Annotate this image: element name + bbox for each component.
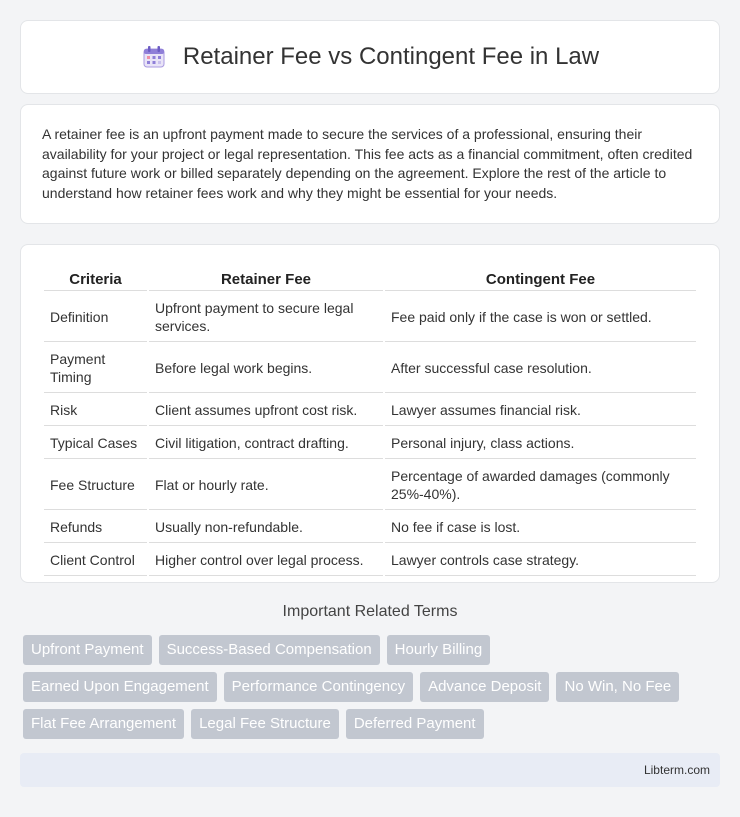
intro-card (20, 104, 720, 224)
table-row (44, 428, 696, 459)
table-cell: Payment Timing (44, 344, 147, 393)
table-cell: Client assumes upfront cost risk. (149, 395, 383, 426)
tag-flat-fee-arrangement[interactable]: Flat Fee Arrangement (23, 709, 184, 739)
column-header-contingent: Contingent Fee (385, 266, 696, 291)
table-cell: Definition (44, 293, 147, 342)
intro-paragraph: A retainer fee is an upfront payment made to secure the services of a professional, ensuring their availability for your project or legal representation. This fee acts as a financial commitment, often credited against future work or billed separately depending on the agreement. Explore the rest of the article to understand how retainer fees work and why they might be essential for your needs. (42, 126, 693, 201)
table-cell: Before legal work begins. (149, 344, 383, 393)
table-cell: No fee if case is lost. (385, 512, 696, 543)
related-terms-tags (23, 635, 723, 746)
table-row (44, 461, 696, 510)
tag-row (23, 709, 723, 739)
table-cell: Upfront payment to secure legal services. (149, 293, 383, 342)
title-card (20, 20, 720, 94)
comparison-table (42, 264, 698, 578)
tag-row (23, 672, 723, 702)
column-header-retainer: Retainer Fee (149, 266, 383, 291)
table-row (44, 293, 696, 342)
table-header-row (44, 266, 696, 291)
table-cell: Higher control over legal process. (149, 545, 383, 576)
table-cell: After successful case resolution. (385, 344, 696, 393)
table-row (44, 545, 696, 576)
tag-hourly-billing[interactable]: Hourly Billing (387, 635, 491, 665)
comparison-table-card (20, 244, 720, 583)
table-cell: Usually non-refundable. (149, 512, 383, 543)
table-cell: Personal injury, class actions. (385, 428, 696, 459)
table-cell: Typical Cases (44, 428, 147, 459)
table-cell: Risk (44, 395, 147, 426)
tag-success-based-compensation[interactable]: Success-Based Compensation (159, 635, 380, 665)
page-title: Retainer Fee vs Contingent Fee in Law (182, 43, 600, 70)
table-row (44, 395, 696, 426)
tag-no-win-no-fee[interactable]: No Win, No Fee (556, 672, 679, 702)
table-cell: Civil litigation, contract drafting. (149, 428, 383, 459)
calendar-icon (141, 44, 167, 70)
table-cell: Client Control (44, 545, 147, 576)
tag-deferred-payment[interactable]: Deferred Payment (346, 709, 484, 739)
table-cell: Lawyer assumes financial risk. (385, 395, 696, 426)
footer (20, 753, 720, 787)
related-terms-heading: Important Related Terms (282, 603, 458, 620)
tag-advance-deposit[interactable]: Advance Deposit (420, 672, 549, 702)
table-cell: Lawyer controls case strategy. (385, 545, 696, 576)
tag-performance-contingency[interactable]: Performance Contingency (224, 672, 413, 702)
column-header-criteria: Criteria (44, 266, 147, 291)
tag-upfront-payment[interactable]: Upfront Payment (23, 635, 152, 665)
tag-row (23, 635, 723, 665)
title-wrap (141, 43, 599, 71)
table-cell: Percentage of awarded damages (commonly 25%-40%). (385, 461, 696, 510)
table-cell: Fee paid only if the case is won or settled. (385, 293, 696, 342)
tag-earned-upon-engagement[interactable]: Earned Upon Engagement (23, 672, 217, 702)
table-cell: Refunds (44, 512, 147, 543)
table-row (44, 512, 696, 543)
table-row (44, 344, 696, 393)
table-cell: Flat or hourly rate. (149, 461, 383, 510)
table-cell: Fee Structure (44, 461, 147, 510)
tag-legal-fee-structure[interactable]: Legal Fee Structure (191, 709, 339, 739)
footer-site-link[interactable]: Libterm.com (643, 763, 710, 777)
